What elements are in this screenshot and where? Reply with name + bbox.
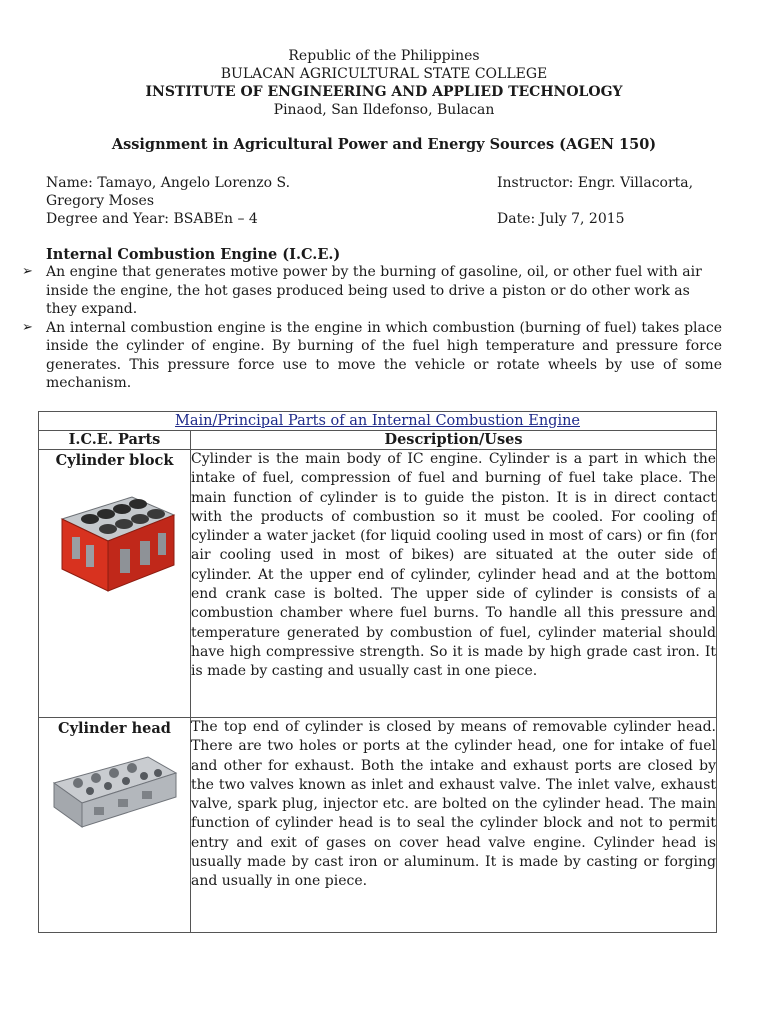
institute-line: INSTITUTE OF ENGINEERING AND APPLIED TECHNOLOGY bbox=[145, 84, 623, 100]
part-cell bbox=[39, 718, 191, 933]
bullet-item bbox=[22, 319, 722, 393]
description-cell: Cylinder is the main body of IC engine. Cylinder is a part in which the intake of fuel, compression of fuel and burning of fuel take place. The main function of cylinder is to guide the piston. It is in direct contact with the products of combustion so it must be cooled. For cooling of cylinder a water jacket (for liquid cooling used in most of cars) or fin (for air cooling used in most of bikes) are situated at the outer side of cylinder. At the upper end of cylinder, cylinder head and at the bottom end crank case is bolted. The upper side of cylinder is consists of a combustion chamber where fuel burns. To handle all this pressure and temperature generated by combustion of fuel, cylinder material should have high compressive strength. So it is made by high grade cast iron. It is made by casting and usually cast in one piece. bbox=[191, 450, 717, 718]
description-cell: The top end of cylinder is closed by means of removable cylinder head. There are two holes or ports at the cylinder head, one for intake of fuel and other for exhaust. Both the intake and exhaust ports are closed by the two valves known as inlet and exhaust valve. The inlet valve, exhaust valve, spark plug, injector etc. are bolted on the cylinder head. The main function of cylinder head is to seal the cylinder block and not to permit entry and exit of gases on cover head valve engine. Cylinder head is usually made by cast iron or aluminum. It is made by casting or forging and usually in one piece. bbox=[191, 718, 717, 933]
part-cell bbox=[39, 450, 191, 718]
bullet-list bbox=[22, 263, 722, 393]
part-name: Cylinder head bbox=[58, 720, 171, 737]
college-line: BULACAN AGRICULTURAL STATE COLLEGE bbox=[220, 66, 548, 82]
date: Date: July 7, 2015 bbox=[497, 211, 625, 227]
student-name: Name: Tamayo, Angelo Lorenzo S. bbox=[46, 175, 291, 191]
cylinder-head-icon bbox=[48, 743, 182, 833]
table-row bbox=[39, 718, 717, 933]
engine-block-icon bbox=[48, 475, 182, 595]
address-line: Pinaod, San Ildefonso, Bulacan bbox=[273, 102, 495, 118]
instructor: Instructor: Engr. Villacorta, bbox=[497, 175, 694, 191]
bullet-text: An internal combustion engine is the engine in which combustion (burning of fuel) takes place inside the cylinder of engine. By burning of the fuel high temperature and pressure force generates. This pressure force use to move the vehicle or rotate wheels by use of some mechanism. bbox=[46, 319, 722, 391]
letterhead bbox=[0, 47, 768, 119]
arrow-bullet-icon: ➢ bbox=[22, 319, 33, 335]
column-header-parts: I.C.E. Parts bbox=[39, 431, 191, 450]
bullet-text: An engine that generates motive power by the burning of gasoline, oil, or other fuel with air inside the engine, the hot gases produced being used to drive a piston or do other work as they expand. bbox=[46, 264, 702, 317]
bullet-item bbox=[22, 263, 722, 319]
section-title: Internal Combustion Engine (I.C.E.) bbox=[46, 246, 341, 263]
student-name-cont: Gregory Moses bbox=[46, 193, 155, 209]
table-row bbox=[39, 450, 717, 718]
table-caption: Main/Principal Parts of an Internal Combustion Engine bbox=[39, 412, 717, 431]
parts-table bbox=[38, 411, 717, 933]
country-line: Republic of the Philippines bbox=[288, 48, 480, 64]
column-header-description: Description/Uses bbox=[191, 431, 717, 450]
part-name: Cylinder block bbox=[55, 452, 174, 469]
degree-year: Degree and Year: BSABEn – 4 bbox=[46, 211, 258, 227]
arrow-bullet-icon: ➢ bbox=[22, 264, 33, 279]
assignment-title: Assignment in Agricultural Power and Energy Sources (AGEN 150) bbox=[111, 136, 657, 153]
